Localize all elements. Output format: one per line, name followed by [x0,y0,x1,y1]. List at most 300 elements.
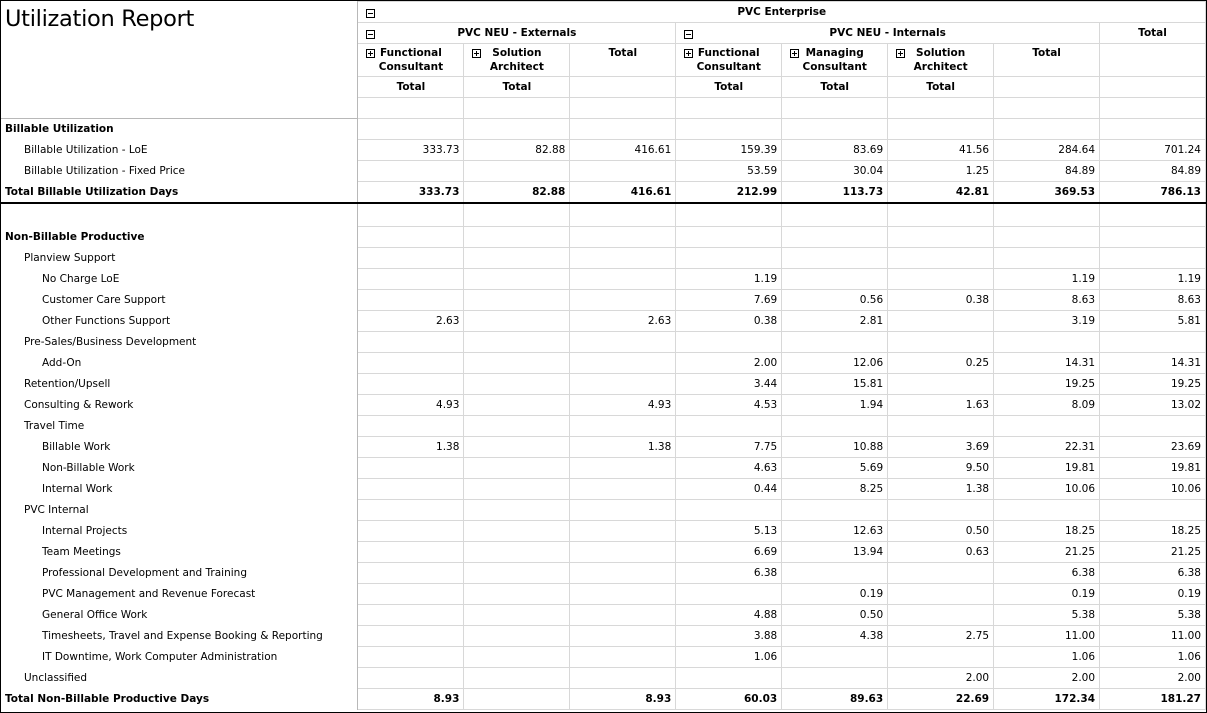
row-label: Total Billable Utilization Days [1,182,358,204]
value-cell [358,458,464,479]
value-cell: 10.06 [994,479,1100,500]
value-cell [570,605,676,626]
value-cell: 5.38 [1100,605,1206,626]
value-cell [358,119,464,140]
value-cell: 212.99 [676,182,782,204]
value-cell: 1.38 [888,479,994,500]
row-label: PVC Internal [1,500,358,521]
value-cell: 181.27 [1100,689,1206,710]
table-row [1,668,1206,689]
value-cell [782,668,888,689]
value-cell [994,500,1100,521]
value-cell [358,374,464,395]
table-row [1,140,1206,161]
collapse-internals-icon[interactable] [684,30,693,39]
int-functional-subtotal-header: Total [676,77,782,98]
value-cell [358,203,464,227]
value-cell [464,668,570,689]
row-label: Non-Billable Productive [1,227,358,248]
grand-total-header: Total [1100,23,1206,44]
value-cell [358,269,464,290]
value-cell [888,605,994,626]
value-cell [358,479,464,500]
value-cell [888,584,994,605]
value-cell: 1.63 [888,395,994,416]
ext-solution-header: Solution Architect [489,47,544,73]
value-cell: 8.93 [570,689,676,710]
value-cell: 41.56 [888,140,994,161]
value-cell: 1.38 [570,437,676,458]
value-cell [358,416,464,437]
value-cell: 4.88 [676,605,782,626]
value-cell: 19.81 [1100,458,1206,479]
table-row [1,458,1206,479]
row-label: Professional Development and Training [1,563,358,584]
value-cell: 6.69 [676,542,782,563]
value-cell [464,290,570,311]
value-cell [570,374,676,395]
value-cell: 23.69 [1100,437,1206,458]
ext-functional-subtotal-header: Total [358,77,464,98]
value-cell: 10.88 [782,437,888,458]
value-cell [464,353,570,374]
value-cell [676,668,782,689]
value-cell [464,479,570,500]
value-cell: 13.94 [782,542,888,563]
value-cell: 22.31 [994,437,1100,458]
row-label: Customer Care Support [1,290,358,311]
value-cell [570,161,676,182]
table-row [1,161,1206,182]
value-cell: 60.03 [676,689,782,710]
value-cell: 3.69 [888,437,994,458]
value-cell: 22.69 [888,689,994,710]
value-cell [1100,500,1206,521]
header-row-1 [1,2,1206,23]
value-cell [464,626,570,647]
value-cell: 6.38 [994,563,1100,584]
row-label: Retention/Upsell [1,374,358,395]
value-cell: 786.13 [1100,182,1206,204]
value-cell: 18.25 [994,521,1100,542]
value-cell [1100,416,1206,437]
value-cell: 82.88 [464,182,570,204]
value-cell [570,668,676,689]
value-cell [782,500,888,521]
value-cell: 6.38 [676,563,782,584]
value-cell [888,647,994,668]
collapse-externals-icon[interactable] [366,30,375,39]
value-cell [888,227,994,248]
value-cell [464,563,570,584]
value-cell: 333.73 [358,182,464,204]
value-cell: 333.73 [358,140,464,161]
int-managing-subtotal-header: Total [782,77,888,98]
value-cell: 13.02 [1100,395,1206,416]
value-cell [570,416,676,437]
value-cell [570,479,676,500]
value-cell [570,203,676,227]
table-row [1,647,1206,668]
value-cell: 4.93 [358,395,464,416]
value-cell: 416.61 [570,182,676,204]
value-cell [464,458,570,479]
value-cell [570,332,676,353]
internals-header: PVC NEU - Internals [680,27,1095,39]
value-cell: 5.69 [782,458,888,479]
value-cell: 19.81 [994,458,1100,479]
value-cell [1100,203,1206,227]
value-cell [358,584,464,605]
table-row [1,353,1206,374]
value-cell: 3.88 [676,626,782,647]
report-title: Utilization Report [5,5,195,32]
value-cell [782,119,888,140]
value-cell [570,227,676,248]
value-cell: 5.81 [1100,311,1206,332]
value-cell [570,647,676,668]
value-cell [464,416,570,437]
value-cell [676,416,782,437]
value-cell: 83.69 [782,140,888,161]
value-cell [888,500,994,521]
value-cell: 10.06 [1100,479,1206,500]
externals-header: PVC NEU - Externals [362,27,671,39]
row-label: IT Downtime, Work Computer Administration [1,647,358,668]
value-cell [676,203,782,227]
ext-total-header: Total [608,47,638,59]
value-cell: 0.50 [888,521,994,542]
value-cell [358,227,464,248]
value-cell [464,605,570,626]
value-cell: 1.06 [676,647,782,668]
row-label [1,203,358,227]
table-row [1,584,1206,605]
value-cell [676,332,782,353]
value-cell: 15.81 [782,374,888,395]
value-cell: 2.00 [1100,668,1206,689]
row-label: Billable Work [1,437,358,458]
value-cell: 53.59 [676,161,782,182]
value-cell [676,227,782,248]
value-cell [358,332,464,353]
value-cell: 1.25 [888,161,994,182]
value-cell: 2.00 [888,668,994,689]
expand-int-managing-icon[interactable] [790,49,799,58]
value-cell: 21.25 [994,542,1100,563]
value-cell: 2.00 [994,668,1100,689]
value-cell: 3.19 [994,311,1100,332]
value-cell [782,563,888,584]
section-row [1,119,1206,140]
table-row [1,521,1206,542]
int-functional-header: Functional Consultant [696,47,761,73]
value-cell: 42.81 [888,182,994,204]
value-cell [464,542,570,563]
value-cell [358,605,464,626]
value-cell [782,332,888,353]
table-row [1,479,1206,500]
value-cell: 19.25 [994,374,1100,395]
row-label: Planview Support [1,248,358,269]
table-row [1,311,1206,332]
value-cell [782,248,888,269]
value-cell: 0.38 [888,290,994,311]
value-cell [1100,119,1206,140]
value-cell: 1.19 [994,269,1100,290]
value-cell [782,203,888,227]
value-cell [994,416,1100,437]
value-cell: 2.75 [888,626,994,647]
value-cell [888,563,994,584]
value-cell [570,269,676,290]
value-cell [888,203,994,227]
value-cell [464,311,570,332]
value-cell [464,248,570,269]
value-cell: 8.93 [358,689,464,710]
value-cell: 11.00 [1100,626,1206,647]
int-solution-header: Solution Architect [913,47,968,73]
value-cell [782,227,888,248]
value-cell [782,647,888,668]
value-cell [994,203,1100,227]
value-cell [464,584,570,605]
table-row [1,563,1206,584]
value-cell: 416.61 [570,140,676,161]
ext-functional-header: Functional Consultant [378,47,444,73]
value-cell [358,668,464,689]
value-cell: 6.38 [1100,563,1206,584]
value-cell: 2.63 [358,311,464,332]
value-cell: 14.31 [1100,353,1206,374]
value-cell [464,395,570,416]
value-cell: 8.63 [994,290,1100,311]
collapse-enterprise-icon[interactable] [366,9,375,18]
value-cell: 9.50 [888,458,994,479]
value-cell [1100,332,1206,353]
value-cell: 4.93 [570,395,676,416]
value-cell [888,248,994,269]
value-cell: 0.38 [676,311,782,332]
row-label: Consulting & Rework [1,395,358,416]
value-cell: 89.63 [782,689,888,710]
value-cell: 7.69 [676,290,782,311]
table-row [1,269,1206,290]
row-label: Timesheets, Travel and Expense Booking & Reporting [1,626,358,647]
value-cell [464,437,570,458]
value-cell [358,626,464,647]
value-cell [358,161,464,182]
value-cell [994,248,1100,269]
value-cell [358,500,464,521]
value-cell: 0.44 [676,479,782,500]
value-cell [464,647,570,668]
table-row [1,332,1206,353]
value-cell [358,542,464,563]
value-cell [464,332,570,353]
expand-int-solution-icon[interactable] [896,49,905,58]
value-cell [994,332,1100,353]
value-cell: 30.04 [782,161,888,182]
value-cell [994,227,1100,248]
table-row [1,395,1206,416]
value-cell [570,563,676,584]
value-cell: 2.81 [782,311,888,332]
value-cell [676,248,782,269]
value-cell: 4.63 [676,458,782,479]
table-row [1,605,1206,626]
value-cell: 12.06 [782,353,888,374]
value-cell: 113.73 [782,182,888,204]
value-cell: 4.53 [676,395,782,416]
value-cell: 5.38 [994,605,1100,626]
value-cell [464,227,570,248]
value-cell [676,584,782,605]
value-cell [358,647,464,668]
value-cell [888,311,994,332]
value-cell [782,416,888,437]
value-cell [782,269,888,290]
table-row [1,416,1206,437]
value-cell: 1.06 [994,647,1100,668]
row-label: Billable Utilization [1,119,358,140]
value-cell: 5.13 [676,521,782,542]
table-row [1,248,1206,269]
table-row [1,437,1206,458]
value-cell [358,521,464,542]
section-row [1,227,1206,248]
value-cell: 0.63 [888,542,994,563]
value-cell: 2.63 [570,311,676,332]
value-cell [1100,248,1206,269]
value-cell [358,563,464,584]
value-cell: 0.50 [782,605,888,626]
value-cell [676,119,782,140]
row-label: Unclassified [1,668,358,689]
value-cell [464,119,570,140]
value-cell [570,353,676,374]
value-cell: 18.25 [1100,521,1206,542]
expand-ext-functional-icon[interactable] [366,49,375,58]
value-cell [676,500,782,521]
expand-int-functional-icon[interactable] [684,49,693,58]
value-cell [888,119,994,140]
value-cell [464,521,570,542]
value-cell [464,269,570,290]
value-cell: 1.94 [782,395,888,416]
table-row [1,542,1206,563]
value-cell [570,248,676,269]
row-label: Internal Projects [1,521,358,542]
value-cell [358,290,464,311]
value-cell [570,290,676,311]
row-label: Pre-Sales/Business Development [1,332,358,353]
value-cell: 1.19 [1100,269,1206,290]
value-cell [570,521,676,542]
row-label: Non-Billable Work [1,458,358,479]
value-cell [1100,227,1206,248]
value-cell: 0.25 [888,353,994,374]
table-row [1,626,1206,647]
value-cell [464,161,570,182]
value-cell: 7.75 [676,437,782,458]
row-label: Add-On [1,353,358,374]
value-cell [358,248,464,269]
value-cell: 82.88 [464,140,570,161]
value-cell [888,416,994,437]
row-label: PVC Management and Revenue Forecast [1,584,358,605]
value-cell: 2.00 [676,353,782,374]
table-row [1,500,1206,521]
int-total-header: Total [1032,47,1061,59]
row-label: Team Meetings [1,542,358,563]
row-label: Billable Utilization - Fixed Price [1,161,358,182]
value-cell: 8.09 [994,395,1100,416]
int-solution-subtotal-header: Total [888,77,994,98]
value-cell [570,626,676,647]
value-cell: 159.39 [676,140,782,161]
value-cell: 12.63 [782,521,888,542]
value-cell: 21.25 [1100,542,1206,563]
value-cell [888,374,994,395]
value-cell: 0.56 [782,290,888,311]
value-cell [570,542,676,563]
expand-ext-solution-icon[interactable] [472,49,481,58]
value-cell: 19.25 [1100,374,1206,395]
value-cell: 284.64 [994,140,1100,161]
value-cell [464,203,570,227]
value-cell [464,500,570,521]
row-label: General Office Work [1,605,358,626]
report-grid [1,1,1206,710]
value-cell: 8.25 [782,479,888,500]
value-cell: 172.34 [994,689,1100,710]
value-cell [570,500,676,521]
value-cell [570,584,676,605]
value-cell [464,374,570,395]
value-cell [570,458,676,479]
value-cell: 0.19 [1100,584,1206,605]
table-row [1,203,1206,227]
value-cell: 1.06 [1100,647,1206,668]
value-cell: 84.89 [1100,161,1206,182]
ext-solution-subtotal-header: Total [464,77,570,98]
value-cell [358,353,464,374]
enterprise-header: PVC Enterprise [362,6,1201,18]
value-cell: 0.19 [994,584,1100,605]
value-cell [464,689,570,710]
value-cell: 14.31 [994,353,1100,374]
total-row [1,182,1206,204]
total-row [1,689,1206,710]
row-label: Internal Work [1,479,358,500]
table-row [1,290,1206,311]
value-cell [888,332,994,353]
value-cell: 84.89 [994,161,1100,182]
value-cell: 11.00 [994,626,1100,647]
value-cell: 4.38 [782,626,888,647]
value-cell: 369.53 [994,182,1100,204]
value-cell: 8.63 [1100,290,1206,311]
value-cell [994,119,1100,140]
value-cell: 3.44 [676,374,782,395]
value-cell: 1.38 [358,437,464,458]
row-label: Total Non-Billable Productive Days [1,689,358,710]
value-cell [570,119,676,140]
table-row [1,374,1206,395]
value-cell [888,269,994,290]
int-managing-header: Managing Consultant [802,47,867,73]
